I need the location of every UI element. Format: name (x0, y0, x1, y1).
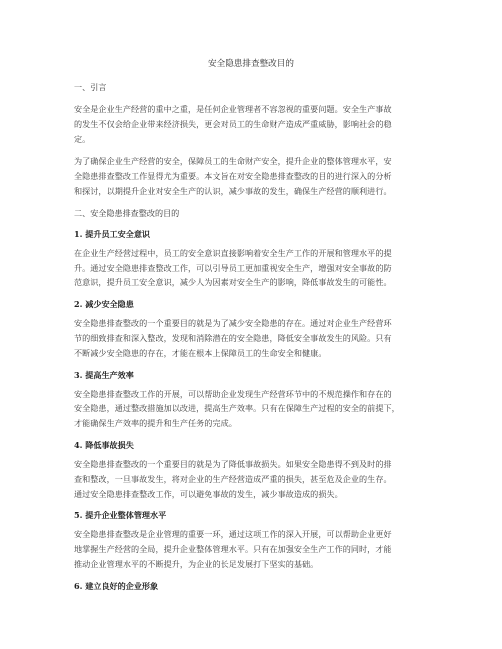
item-heading: 2. 减少安全隐患 (74, 299, 134, 310)
intro-paragraph-2 (74, 154, 428, 198)
item-paragraph (74, 316, 428, 360)
text-line: 在企业生产经营过程中，员工的安全意识直接影响着安全生产工作的开展和管理水平的提 (74, 247, 392, 258)
section-heading-purpose: 二、安全隐患排查整改的目的 (74, 207, 180, 218)
item-heading: 6. 建立良好的企业形象 (74, 580, 159, 591)
text-line: 安全隐患排查整改的一个重要目的就是为了降低事故损失。如果安全隐患得不到及时的排 (74, 458, 392, 469)
text-line: 安全隐患排查整改的一个重要目的就是为了减少安全隐患的存在。通过对企业生产经营环 (74, 318, 392, 329)
text-line: 才能确保生产效率的提升和生产任务的完成。 (74, 418, 237, 429)
item-4 (74, 439, 428, 501)
item-paragraph (74, 387, 428, 431)
text-line: 范意识，提升员工安全意识，减少人为因素对安全生产的影响，降低事故发生的可能性。 (74, 277, 392, 288)
item-paragraph (74, 527, 428, 571)
text-line: 为了确保企业生产经营的安全，保障员工的生命财产安全，提升企业的整体管理水平，安 (74, 156, 392, 167)
text-line: 全隐患排查整改工作显得尤为重要。本文旨在对安全隐患排查整改的目的进行深入的分析 (74, 171, 392, 182)
text-line: 安全是企业生产经营的重中之重，是任何企业管理者不容忽视的重要问题。安全生产事故 (74, 104, 392, 114)
text-line: 安全隐患排查整改是企业管理的重要一环，通过这项工作的深入开展，可以帮助企业更好 (74, 529, 392, 540)
text-line: 推动企业管理水平的不断提升，为企业的长足发展打下坚实的基础。 (74, 558, 319, 569)
item-heading: 3. 提高生产效率 (74, 369, 134, 380)
item-6 (74, 580, 428, 592)
item-heading: 4. 降低事故损失 (74, 439, 134, 450)
item-heading: 1. 提升员工安全意识 (74, 228, 151, 239)
intro-paragraph-1 (74, 102, 428, 146)
text-line: 安全隐患，通过整改措施加以改进，提高生产效率。只有在保障生产过程的安全的前提下， (74, 403, 400, 414)
document-title: 安全隐患排查整改目的 (208, 59, 294, 69)
text-line: 通过安全隐患排查整改工作，可以避免事故的发生，减少事故造成的损失。 (74, 488, 343, 499)
text-line: 升。通过安全隐患排查整改工作，可以引导员工更加重视安全生产，增强对安全事故的防 (74, 262, 392, 273)
text-line: 和探讨，以期提升企业对安全生产的认识，减少事故的发生，确保生产经营的顺利进行。 (74, 185, 392, 196)
text-line: 节的细致排查和深入整改，发现和消除潜在的安全隐患，降低安全事故发生的风险。只有 (74, 332, 392, 343)
text-line: 地掌握生产经营的全局，提升企业整体管理水平。只有在加强安全生产工作的同时，才能 (74, 544, 392, 555)
item-paragraph (74, 246, 428, 290)
item-2 (74, 298, 428, 360)
item-5 (74, 509, 428, 571)
text-line: 的发生不仅会给企业带来经济损失，更会对员工的生命财产造成严重威胁，影响社会的稳 (74, 118, 392, 129)
item-paragraph (74, 457, 428, 501)
item-heading: 5. 提升企业整体管理水平 (74, 510, 167, 521)
text-line: 不断减少安全隐患的存在，才能在根本上保障员工的生命安全和健康。 (74, 347, 327, 358)
text-line: 安全隐患排查整改工作的开展，可以帮助企业发现生产经营环节中的不规范操作和存在的 (74, 388, 392, 399)
text-line: 查和整改，一旦事故发生，将对企业的生产经营造成严重的损失，甚至危及企业的生存。 (74, 473, 392, 484)
section-heading-intro: 一、引言 (74, 82, 107, 92)
item-1 (74, 228, 428, 290)
item-3 (74, 369, 428, 431)
text-line: 定。 (74, 133, 91, 144)
